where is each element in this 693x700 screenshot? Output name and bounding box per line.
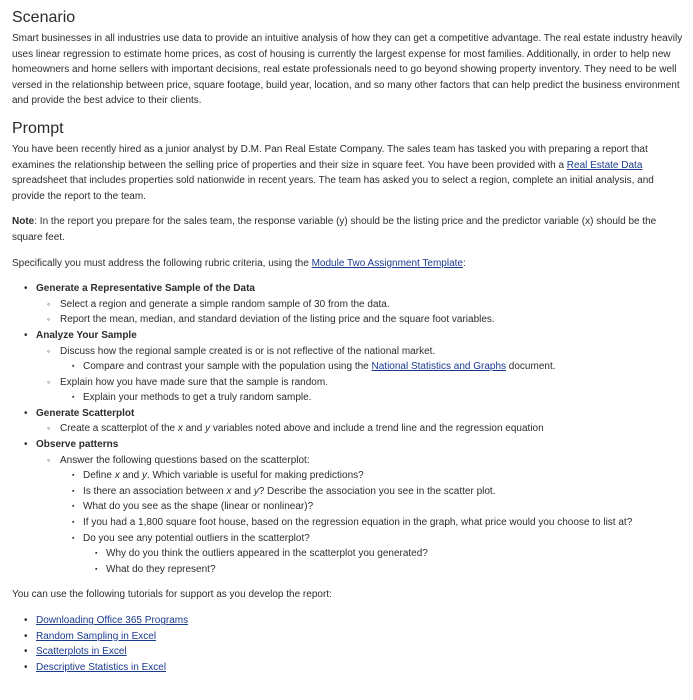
prompt-heading: Prompt <box>12 119 64 137</box>
criterion-sample-title: Generate a Representative Sample of the Data <box>36 283 255 295</box>
list-item <box>60 468 683 484</box>
list-item: ▪ What do you see as the shape (linear or nonlinear)? <box>60 499 683 515</box>
assignment-template-link[interactable]: Module Two Assignment Template <box>311 257 463 269</box>
list-item <box>60 484 683 500</box>
scatter-text-b: and <box>182 423 206 435</box>
note-text: : In the report you prepare for the sales team, the response variable (y) should be the listing price and the predictor variable (x) should be the square feet. <box>12 216 657 243</box>
spec-text-a: Specifically you must address the following rubric criteria, using the <box>12 257 312 269</box>
national-statistics-link[interactable]: National Statistics and Graphs <box>371 361 507 373</box>
criterion-scatterplot <box>12 406 683 437</box>
q1-text-b: and <box>119 470 142 482</box>
prompt-intro-text-b: spreadsheet that includes properties sold nationwide in recent years. The team has asked you to select a region, complete an initial analysis, and provide the report to the team. <box>12 175 654 202</box>
list-item-text: Discuss how the regional sample created is or is not reflective of the national market. <box>60 345 436 357</box>
list-item: ◦ Select a region and generate a simple random sample of 30 from the data. <box>36 297 683 313</box>
y-variable: y <box>253 485 259 497</box>
tutorial-link-descriptive-stats[interactable]: Descriptive Statistics in Excel <box>36 661 167 673</box>
prompt-intro <box>12 142 683 204</box>
list-item <box>36 453 683 578</box>
tutorial-link-random-sampling[interactable]: Random Sampling in Excel <box>36 630 157 642</box>
scatter-text-a: Create a scatterplot of the <box>60 423 178 435</box>
spec-text-b: : <box>462 257 466 269</box>
compare-text-b: document. <box>506 361 556 373</box>
tutorial-item <box>12 644 683 660</box>
x-variable: x <box>114 470 120 482</box>
criterion-scatterplot-title: Generate Scatterplot <box>36 407 135 419</box>
criterion-observe <box>12 437 683 577</box>
prompt-intro-text-a: You have been recently hired as a junior analyst by D.M. Pan Real Estate Company. The sales team has tasked you with preparing a report that examines the relationship between the selling price of properties and their size in square feet. You have been provided with a <box>12 143 648 171</box>
list-item <box>60 531 683 578</box>
criterion-analyze-title: Analyze Your Sample <box>36 329 137 341</box>
tutorial-link-scatterplots[interactable]: Scatterplots in Excel <box>36 646 127 658</box>
list-item <box>36 375 683 406</box>
tutorial-item <box>12 613 683 629</box>
tutorial-link-office365[interactable]: Downloading Office 365 Programs <box>36 615 189 626</box>
tutorials-intro: You can use the following tutorials for support as you develop the report: <box>12 589 332 601</box>
list-item: ◦ Report the mean, median, and standard deviation of the listing price and the square foot variables. <box>36 312 683 328</box>
list-item <box>36 421 683 437</box>
list-item: ▪ Why do you think the outliers appeared in the scatterplot you generated? <box>83 546 683 562</box>
q1-text-a: Define <box>83 470 115 482</box>
list-item: ▪ What do they represent? <box>83 562 683 578</box>
q2-text-a: Is there an association between <box>83 485 227 497</box>
specifically-paragraph <box>12 256 683 272</box>
note-paragraph <box>12 214 683 245</box>
list-item-text: Answer the following questions based on the scatterplot: <box>60 454 310 466</box>
list-item: ▪ If you had a 1,800 square foot house, based on the regression equation in the graph, what price would you choose to list at? <box>60 515 683 531</box>
list-item-text: Do you see any potential outliers in the scatterplot? <box>83 532 310 544</box>
x-variable: x <box>177 423 183 435</box>
rubric-criteria-list <box>12 281 683 577</box>
q2-text-c: ? Describe the association you see in the scatter plot. <box>258 485 496 497</box>
real-estate-data-link[interactable]: Real Estate Data <box>566 159 643 171</box>
scatter-text-c: variables noted above and include a trend line and the regression equation <box>210 423 544 435</box>
scenario-body: Smart businesses in all industries use data to provide an intuitive analysis of how they can get a competitive advantage. The real estate industry heavily uses linear regression to estimate home prices, as cost of housing is currently the largest expense for most families. Additionally, in order to help new homeowners and home sellers with important decisions, real estate professionals need to go beyond showing property inventory. They need to be well versed in the relationship between price, square footage, build year, location, and so many other factors that can help predict the business environment and provide the best advice to their clients. <box>12 33 683 107</box>
q2-text-b: and <box>231 485 254 497</box>
compare-text-a: Compare and contrast your sample with the population using the <box>83 361 372 373</box>
note-label: Note <box>12 216 35 228</box>
tutorial-item <box>12 629 683 645</box>
criterion-sample <box>12 281 683 328</box>
y-variable: y <box>205 423 211 435</box>
q1-text-c: . Which variable is useful for making predictions? <box>146 470 364 482</box>
scenario-heading: Scenario <box>12 9 76 26</box>
x-variable: x <box>226 485 232 497</box>
tutorials-list <box>12 613 683 675</box>
list-item <box>36 344 683 375</box>
criterion-analyze <box>12 328 683 406</box>
list-item <box>60 359 683 375</box>
criterion-observe-title: Observe patterns <box>36 439 119 451</box>
tutorial-item <box>12 660 683 676</box>
list-item: ▪ Explain your methods to get a truly random sample. <box>60 390 683 406</box>
y-variable: y <box>141 470 147 482</box>
list-item-text: Explain how you have made sure that the sample is random. <box>60 376 328 388</box>
